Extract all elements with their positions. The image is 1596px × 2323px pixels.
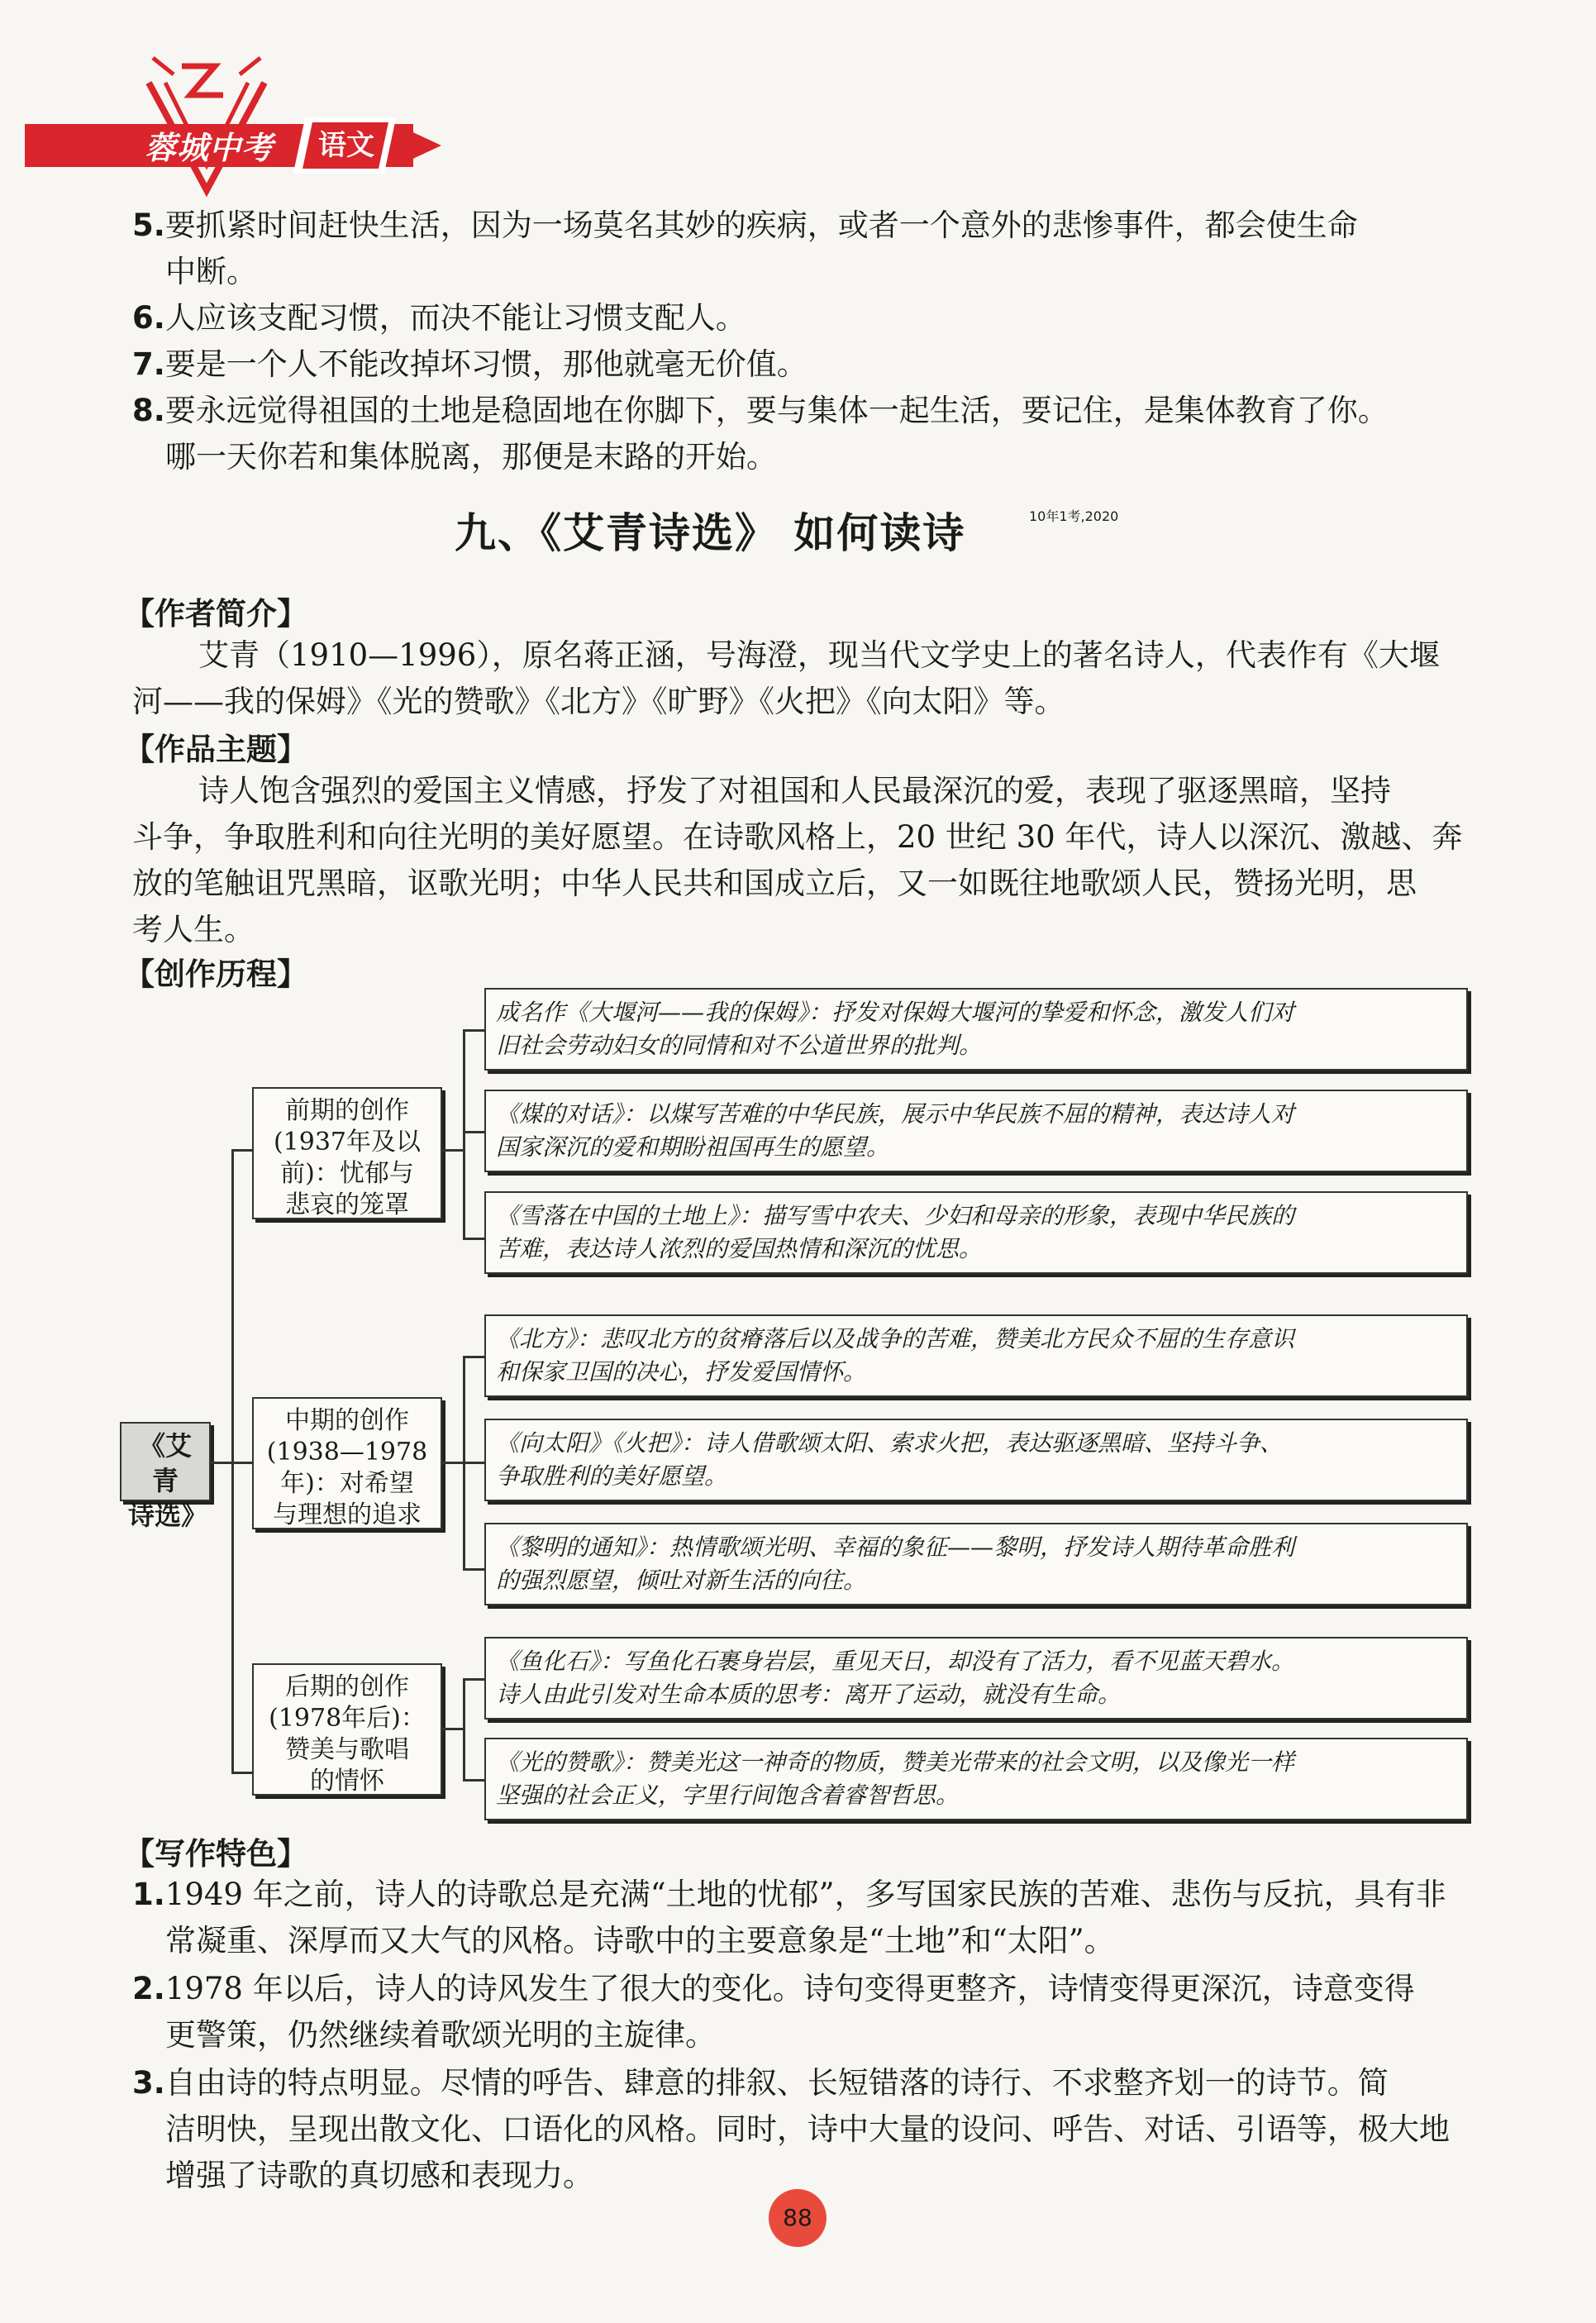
work-daiyanhe	[484, 988, 1468, 1071]
intro-item-6: 6.人应该支配习惯，而决不能让习惯支配人。	[132, 300, 746, 336]
feature-item-2-cont: 更警策，仍然继续着歌颂光明的主旋律。	[165, 2017, 716, 2053]
work-xue-luo	[484, 1191, 1468, 1274]
intro-item-8: 8.要永远觉得祖国的土地是稳固地在你脚下，要与集体一起生活，要记住，是集体教育了你。	[132, 393, 1389, 428]
features-label: 【写作特色】	[124, 1836, 307, 1872]
feature-item-1-cont: 常凝重、深厚而又大气的风格。诗歌中的主要意象是“土地”和“太阳”。	[165, 1923, 1115, 1958]
stage-middle-line: 中期的创作	[285, 1406, 409, 1435]
connector	[231, 1149, 252, 1152]
stage-early-line: 前)：忧郁与	[280, 1159, 414, 1188]
theme-line-4: 考人生。	[132, 912, 255, 947]
stage-middle-line: 年)：对希望	[280, 1469, 414, 1498]
stage-late-line: 后期的创作	[285, 1672, 409, 1701]
work-beifang	[484, 1314, 1468, 1397]
feature-item-3-cont: 洁明快，呈现出散文化、口语化的风格。同时，诗中大量的设问、呼告、对话、引语等，极大地	[165, 2111, 1450, 2147]
connector	[463, 1131, 484, 1133]
author-line-2: 河——我的保姆》《光的赞歌》《北方》《旷野》《火把》《向太阳》等。	[132, 684, 1065, 719]
work-mei-de-duihua	[484, 1090, 1468, 1172]
work-line: 《北方》：悲叹北方的贫瘠落后以及战争的苦难，赞美北方民众不屈的生存意识	[496, 1325, 1295, 1352]
connector	[442, 1728, 463, 1730]
feature-item-3: 3.自由诗的特点明显。尽情的呼告、肆意的排叙、长短错落的诗行、不求整齐划一的诗节。简	[132, 2065, 1389, 2101]
work-line: 《雪落在中国的土地上》：描写雪中农夫、少妇和母亲的形象，表现中华民族的	[496, 1202, 1295, 1229]
connector	[231, 1462, 252, 1464]
connector	[463, 1029, 484, 1032]
work-line: 《光的赞歌》：赞美光这一神奇的物质，赞美光带来的社会文明，以及像光一样	[496, 1748, 1295, 1776]
work-yu-huashi	[484, 1637, 1468, 1720]
author-line-1: 艾青（1910—1996），原名蒋正涵，号海澄，现当代文学史上的著名诗人，代表作有《大堰	[198, 637, 1440, 673]
work-line: 《向太阳》《火把》：诗人借歌颂太阳、索求火把，表达驱逐黑暗、坚持斗争、	[496, 1429, 1284, 1457]
work-line: 《鱼化石》：写鱼化石裹身岩层，重见天日，却没有了活力，看不见蓝天碧水。	[496, 1648, 1295, 1675]
connector	[463, 1678, 484, 1681]
logo-text: 蓉城中考	[145, 130, 274, 166]
intro-item-5-cont: 中断。	[165, 254, 257, 289]
connector	[211, 1462, 232, 1464]
subject-label: 语文	[318, 129, 374, 162]
work-line: 诗人由此引发对生命本质的思考：离开了运动，就没有生命。	[496, 1681, 1122, 1708]
connector	[463, 1678, 465, 1782]
work-guang-de-zange	[484, 1738, 1468, 1820]
work-line: 坚强的社会正义，字里行间饱含着睿智哲思。	[496, 1782, 960, 1809]
connector	[463, 1356, 484, 1358]
work-liming-de-tongzhi	[484, 1523, 1468, 1605]
work-line: 《黎明的通知》：热情歌颂光明、幸福的象征——黎明，抒发诗人期待革命胜利	[496, 1534, 1295, 1561]
theme-line-1: 诗人饱含强烈的爱国主义情感，抒发了对祖国和人民最深沉的爱，表现了驱逐黑暗，坚持	[198, 773, 1391, 809]
stage-late-line: 赞美与歌唱	[285, 1735, 409, 1764]
connector	[231, 1772, 252, 1774]
stage-early-line: 前期的创作	[285, 1096, 409, 1125]
theme-line-3: 放的笔触诅咒黑暗，讴歌光明；中华人民共和国成立后，又一如既往地歌颂人民，赞扬光明，思	[132, 866, 1417, 901]
intro-item-7: 7.要是一个人不能改掉坏习惯，那他就毫无价值。	[132, 346, 808, 382]
connector	[463, 1568, 484, 1571]
feature-item-2: 2.1978 年以后，诗人的诗风发生了很大的变化。诗句变得更整齐，诗情变得更深沉，诗意变得	[132, 1971, 1415, 2006]
work-line: 《煤的对话》：以煤写苦难的中华民族，展示中华民族不屈的精神，表达诗人对	[496, 1100, 1295, 1128]
connector	[463, 1029, 465, 1240]
connector	[463, 1462, 484, 1464]
feature-item-3-cont2: 增强了诗歌的真切感和表现力。	[165, 2158, 593, 2193]
work-line: 国家深沉的爱和期盼祖国再生的愿望。	[496, 1133, 890, 1161]
stage-late-line: 的情怀	[310, 1767, 384, 1796]
diagram-root-line-1: 《艾青	[138, 1430, 192, 1496]
section-title-note: 10年1考,2020	[1029, 508, 1119, 524]
author-label: 【作者简介】	[124, 596, 307, 632]
work-line: 争取胜利的美好愿望。	[496, 1462, 728, 1490]
work-line: 和保家卫国的决心，抒发爱国情怀。	[496, 1358, 867, 1386]
connector	[463, 1238, 484, 1240]
feature-item-1: 1.1949 年之前，诗人的诗歌总是充满“土地的忧郁”，多写国家民族的苦难、悲伤与反抗，具有非	[132, 1877, 1446, 1912]
stage-middle-line: 与理想的追求	[273, 1500, 422, 1529]
stage-late-line: (1978年后)：	[269, 1704, 426, 1733]
stage-early-line: 悲哀的笼罩	[285, 1190, 409, 1219]
stage-middle	[252, 1397, 442, 1529]
intro-item-8-cont: 哪一天你若和集体脱离，那便是末路的开始。	[165, 439, 777, 475]
stage-late	[252, 1663, 442, 1796]
diagram-root	[120, 1422, 211, 1531]
work-line: 成名作《大堰河——我的保姆》：抒发对保姆大堰河的挚爱和怀念，激发人们对	[496, 999, 1295, 1026]
connector	[442, 1149, 463, 1152]
history-label: 【创作历程】	[124, 956, 307, 992]
intro-item-5: 5.要抓紧时间赶快生活，因为一场莫名其妙的疾病，或者一个意外的悲惨事件，都会使生命	[132, 207, 1358, 243]
connector	[442, 1462, 463, 1464]
page-number: 88	[783, 2204, 812, 2231]
theme-line-2: 斗争，争取胜利和向往光明的美好愿望。在诗歌风格上，20 世纪 30 年代，诗人以深沉、激越、奔	[132, 819, 1463, 855]
header-band-tip	[395, 124, 441, 167]
work-line: 的强烈愿望，倾吐对新生活的向往。	[496, 1567, 867, 1594]
theme-label: 【作品主题】	[124, 732, 307, 767]
connector	[463, 1779, 484, 1782]
stage-early	[252, 1087, 442, 1219]
work-line: 苦难，表达诗人浓烈的爱国热情和深沉的忧思。	[496, 1235, 983, 1262]
work-line: 旧社会劳动妇女的同情和对不公道世界的批判。	[496, 1032, 983, 1059]
stage-middle-line: (1938—1978	[266, 1438, 428, 1467]
stage-early-line: (1937年及以	[273, 1128, 422, 1157]
work-xiang-taiyang	[484, 1419, 1468, 1501]
diagram-root-line-2: 诗选》	[128, 1500, 208, 1531]
section-title: 九、《艾青诗选》 如何读诗	[455, 509, 966, 557]
